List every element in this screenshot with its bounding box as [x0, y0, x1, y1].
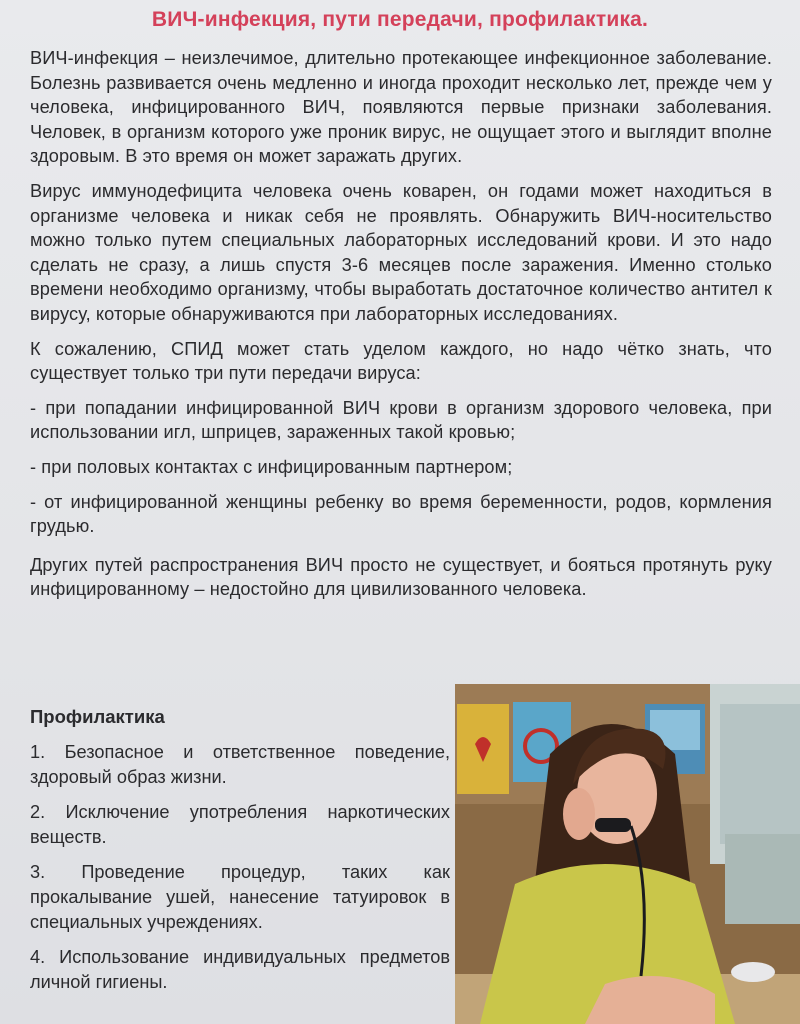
prevention-item-1: 1. Безопасное и ответственное поведение, здоровый образ жизни. [30, 742, 450, 787]
prevention-item-4: 4. Использование индивидуальных предметов личной гигиены. [30, 947, 450, 992]
prevention-item-3: 3. Проведение процедур, таких как прокалывание ушей, нанесение татуировок в специальных учреждениях. [30, 862, 450, 932]
paragraph-conclusion: Других путей распространения ВИЧ просто не существует, и бояться протянуть руку инфицированному – недостойно для цивилизованного человека. [30, 554, 772, 600]
page-title: ВИЧ-инфекция, пути передачи, профилактика. [151, 8, 649, 31]
paragraph-virus: Вирус иммунодефицита человека очень коварен, он годами может находиться в организме человека и никак себя не проявлять. Обнаружить ВИЧ-носительство можно только путем специальных лабораторных исследований крови. И это надо сделать не сразу, а лишь спустя 3-6 месяцев после заражения. Именно столько времени необходимо организму, чтобы выработать достаточное количество антител к вирусу, которые обнаруживаются при лабораторных исследованиях. [30, 180, 772, 324]
paragraph-intro: ВИЧ-инфекция – неизлечимое, длительно протекающее инфекционное заболевание. Болезнь развивается очень медленно и иногда проходит несколько лет, прежде чем у человека, инфицированного ВИЧ, появляются первые признаки заболевания. Человек, в организм которого уже проник вирус, не ощущает этого и выглядит вполне здоровым. В это время он может заражать других. [30, 48, 772, 167]
transmission-sexual: - при половых контактах с инфицированным партнером; [30, 456, 513, 477]
main-text [30, 46, 772, 612]
prevention-heading: Профилактика [30, 706, 165, 727]
transmission-blood: - при попадании инфицированной ВИЧ крови в организм здорового человека, при использовании игл, шприцев, зараженных такой кровью; [30, 397, 772, 443]
prevention-item-2: 2. Исключение употребления наркотических веществ. [30, 802, 450, 847]
photo-woman-on-phone [455, 684, 800, 1024]
photo-illustration [455, 684, 800, 1024]
transmission-mother-child: - от инфицированной женщины ребенку во время беременности, родов, кормления грудью. [30, 491, 772, 537]
paragraph-transmission-intro: К сожалению, СПИД может стать уделом каждого, но надо чётко знать, что существует только три пути передачи вируса: [30, 338, 772, 384]
prevention-section [30, 706, 450, 1005]
